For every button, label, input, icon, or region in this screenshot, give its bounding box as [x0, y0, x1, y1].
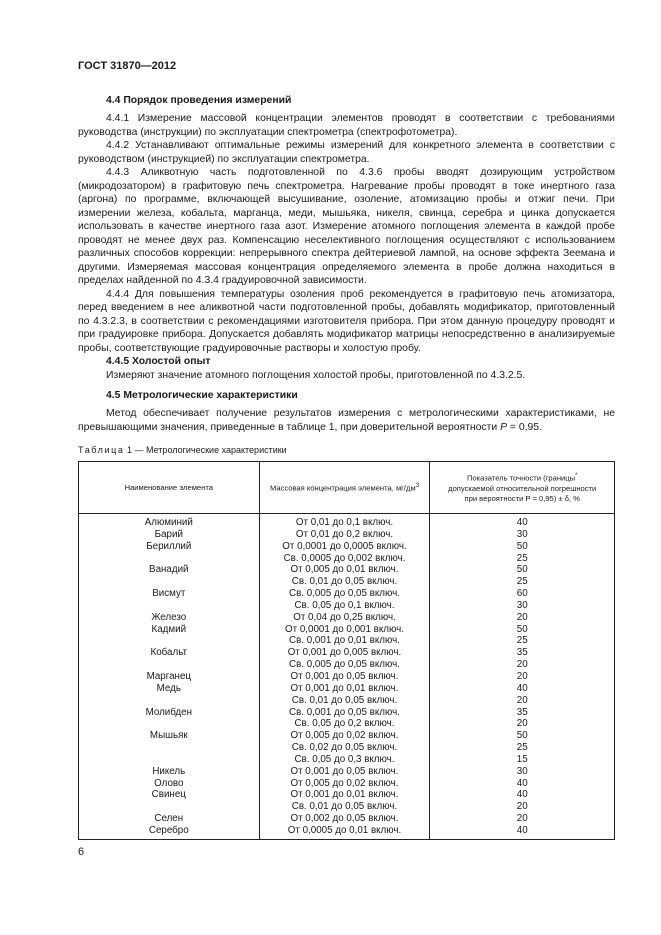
table-row [79, 612, 615, 624]
cell-accuracy: 50 [430, 730, 615, 742]
cell-element [79, 600, 260, 612]
paragraph-4-4-2: 4.4.2 Устанавливают оптимальные режимы измерений для конкретного элемента в соответствии с руководством (инструкцией) по эксплуатации спектрометра. [78, 140, 615, 165]
paragraph-4-5-tail: = 0,95. [507, 421, 542, 433]
cell-concentration: От 0,005 до 0,02 включ. [259, 778, 430, 790]
cell-concentration: От 0,005 до 0,01 включ. [259, 564, 430, 576]
cell-element: Кадмий [79, 624, 260, 636]
table-row [79, 695, 615, 707]
cell-element: Свинец [79, 789, 260, 801]
page-number: 6 [78, 846, 85, 858]
table-caption-title: 1 — Метрологические характеристики [124, 445, 287, 455]
cell-element [79, 659, 260, 671]
cell-element: Селен [79, 813, 260, 825]
column-header-accuracy: Показатель точности (границы* допускаемой относительной погрешности при вероятности P = 0,95) ± δ, % [430, 462, 615, 514]
cell-concentration: От 0,001 до 0,005 включ. [259, 647, 430, 659]
cell-accuracy: 50 [430, 564, 615, 576]
cell-element: Алюминий [79, 514, 260, 529]
section-title-4-5: 4.5 Метрологические характеристики [106, 390, 298, 401]
paragraph-4-4-4: 4.4.4 Для повышения температуры озоления проб рекомендуется в графитовую печь атомизатора, перед введением в нее аликвотной части подготовленной пробы, добавлять модификатор, приготовленный по 4.3.2.3, в соответствии с рекомендациями изготовителя прибора. При этом данную процедуру проводят и при градуировке прибора. Допускается добавлять модификатор матрицы непосредственно в анализируемые пробы, соответствующие градуировочные растворы и холостую пробу. [78, 288, 615, 354]
cell-concentration: От 0,001 до 0,05 включ. [259, 766, 430, 778]
cell-accuracy: 40 [430, 683, 615, 695]
table-row [79, 730, 615, 742]
table-row [79, 659, 615, 671]
cell-accuracy: 50 [430, 541, 615, 553]
table-caption-word: Таблица [78, 445, 125, 455]
table-row [79, 553, 615, 565]
table-row [79, 529, 615, 541]
cell-accuracy: 25 [430, 635, 615, 647]
cell-accuracy: 15 [430, 754, 615, 766]
cell-concentration: От 0,001 до 0,05 включ. [259, 671, 430, 683]
column-header-concentration: Массовая концентрация элемента, $мг/дм^3$ [259, 462, 430, 514]
cell-element [79, 801, 260, 813]
cell-accuracy: 60 [430, 588, 615, 600]
cell-concentration: Св. 0,005 до 0,05 включ. [259, 659, 430, 671]
cell-element [79, 718, 260, 730]
cell-concentration: От 0,0001 до 0,001 включ. [259, 624, 430, 636]
cell-element: Ванадий [79, 564, 260, 576]
cell-element: Висмут [79, 588, 260, 600]
cell-concentration: Св. 0,01 до 0,05 включ. [259, 801, 430, 813]
table-row [79, 541, 615, 553]
cell-element: Олово [79, 778, 260, 790]
table-row [79, 707, 615, 719]
table-row [79, 683, 615, 695]
cell-accuracy: 20 [430, 671, 615, 683]
cell-accuracy: 20 [430, 718, 615, 730]
cell-accuracy: 25 [430, 742, 615, 754]
table-header-row [79, 462, 615, 514]
cell-element: Медь [79, 683, 260, 695]
cell-concentration: От 0,002 до 0,05 включ. [259, 813, 430, 825]
table-row [79, 778, 615, 790]
table-row [79, 754, 615, 766]
table-row [79, 576, 615, 588]
cell-concentration: Св. 0,0005 до 0,002 включ. [259, 553, 430, 565]
subsection-title-4-4-5: 4.4.5 Холостой опыт [106, 356, 211, 367]
cell-element: Бериллий [79, 541, 260, 553]
table-row [79, 514, 615, 529]
table-row [79, 813, 615, 825]
table-row [79, 766, 615, 778]
cell-element [79, 742, 260, 754]
cell-accuracy: 30 [430, 766, 615, 778]
cell-accuracy: 30 [430, 600, 615, 612]
table-body [79, 514, 615, 840]
cell-accuracy: 25 [430, 553, 615, 565]
table-row [79, 647, 615, 659]
cell-element [79, 635, 260, 647]
cell-element: Железо [79, 612, 260, 624]
cell-accuracy: 20 [430, 695, 615, 707]
cell-accuracy: 25 [430, 576, 615, 588]
cell-element [79, 576, 260, 588]
document-body [78, 95, 615, 434]
cell-element [79, 553, 260, 565]
cell-element: Кобальт [79, 647, 260, 659]
cell-concentration: Св. 0,001 до 0,05 включ. [259, 707, 430, 719]
cell-concentration: От 0,04 до 0,25 включ. [259, 612, 430, 624]
table-row [79, 600, 615, 612]
cell-accuracy: 35 [430, 647, 615, 659]
cell-concentration: От 0,0005 до 0,01 включ. [259, 825, 430, 839]
cell-concentration: Св. 0,02 до 0,05 включ. [259, 742, 430, 754]
cell-element [79, 695, 260, 707]
table-row [79, 635, 615, 647]
page-header-standard: ГОСТ 31870—2012 [78, 60, 177, 72]
table-row [79, 789, 615, 801]
cell-element: Марганец [79, 671, 260, 683]
cell-concentration: Св. 0,05 до 0,3 включ. [259, 754, 430, 766]
cell-concentration: От 0,001 до 0,01 включ. [259, 789, 430, 801]
cell-element: Серебро [79, 825, 260, 839]
cell-concentration: От 0,0001 до 0,0005 включ. [259, 541, 430, 553]
table-row [79, 801, 615, 813]
table-row [79, 564, 615, 576]
cell-element: Мышьяк [79, 730, 260, 742]
cell-concentration: Св. 0,05 до 0,2 включ. [259, 718, 430, 730]
cell-accuracy: 40 [430, 514, 615, 529]
paragraph-4-5 [78, 407, 615, 434]
cell-concentration: Св. 0,05 до 0,1 включ. [259, 600, 430, 612]
column-header-element: Наименование элемента [79, 462, 260, 514]
cell-concentration: Св. 0,01 до 0,05 включ. [259, 695, 430, 707]
probability-variable: P [500, 421, 507, 433]
cell-concentration: Св. 0,01 до 0,05 включ. [259, 576, 430, 588]
cell-accuracy: 20 [430, 612, 615, 624]
metrological-table [78, 461, 615, 840]
cell-element [79, 754, 260, 766]
cell-concentration: От 0,01 до 0,2 включ. [259, 529, 430, 541]
paragraph-4-5-text: Метод обеспечивает получение результатов измерения с метрологическими характеристиками, не превышающими значения, приведенные в таблице 1, при доверительной вероятности [78, 408, 615, 433]
cell-concentration: От 0,005 до 0,02 включ. [259, 730, 430, 742]
cell-accuracy: 50 [430, 624, 615, 636]
table-row [79, 624, 615, 636]
cell-accuracy: 35 [430, 707, 615, 719]
table-row [79, 671, 615, 683]
cell-accuracy: 40 [430, 825, 615, 839]
cell-accuracy: 30 [430, 529, 615, 541]
section-title-4-4: 4.4 Порядок проведения измерений [106, 95, 292, 106]
cell-concentration: От 0,001 до 0,01 включ. [259, 683, 430, 695]
cell-accuracy: 20 [430, 801, 615, 813]
cell-element: Молибден [79, 707, 260, 719]
cell-concentration: Св. 0,001 до 0,01 включ. [259, 635, 430, 647]
paragraph-4-4-5: Измеряют значение атомного поглощения холостой пробы, приготовленной по 4.3.2.5. [106, 369, 526, 381]
table-row [79, 825, 615, 839]
table-row [79, 718, 615, 730]
table-caption [78, 445, 287, 455]
cell-accuracy: 40 [430, 778, 615, 790]
cell-accuracy: 40 [430, 789, 615, 801]
cell-element: Барий [79, 529, 260, 541]
cell-accuracy: 20 [430, 659, 615, 671]
cell-element: Никель [79, 766, 260, 778]
cell-concentration: От 0,01 до 0,1 включ. [259, 514, 430, 529]
table-row [79, 742, 615, 754]
paragraph-4-4-1: 4.4.1 Измерение массовой концентрации элементов проводят в соответствии с требованиями руководства (инструкции) по эксплуатации спектрометра (спектрофотометра). [78, 113, 615, 138]
paragraph-4-4-3: 4.4.3 Аликвотную часть подготовленной по 4.3.6 пробы вводят дозирующим устройством (микродозатором) в графитовую печь спектрометра. Нагревание пробы проводят в токе инертного газа (аргона) по программе, включающей высушивание, озоление, атомизацию пробы и отжиг печи. При измерении железа, кобальта, марганца, меди, мышьяка, никеля, свинца, серебра и цинка допускается использовать в качестве инертного газа азот. Измерение атомного поглощения элемента в каждой пробе проводят не менее двух раз. Компенсацию неселективного поглощения осуществляют с использованием различных способов коррекции: непрерывного спектра дейтериевой лампой, на основе эффекта Зеемана и другими. Измеряемая массовая концентрация определяемого элемента в пробе должна находиться в пределах найденной по 4.3.4 градуировочной зависимости. [78, 167, 615, 286]
table-row [79, 588, 615, 600]
cell-concentration: Св. 0,005 до 0,05 включ. [259, 588, 430, 600]
cell-accuracy: 20 [430, 813, 615, 825]
